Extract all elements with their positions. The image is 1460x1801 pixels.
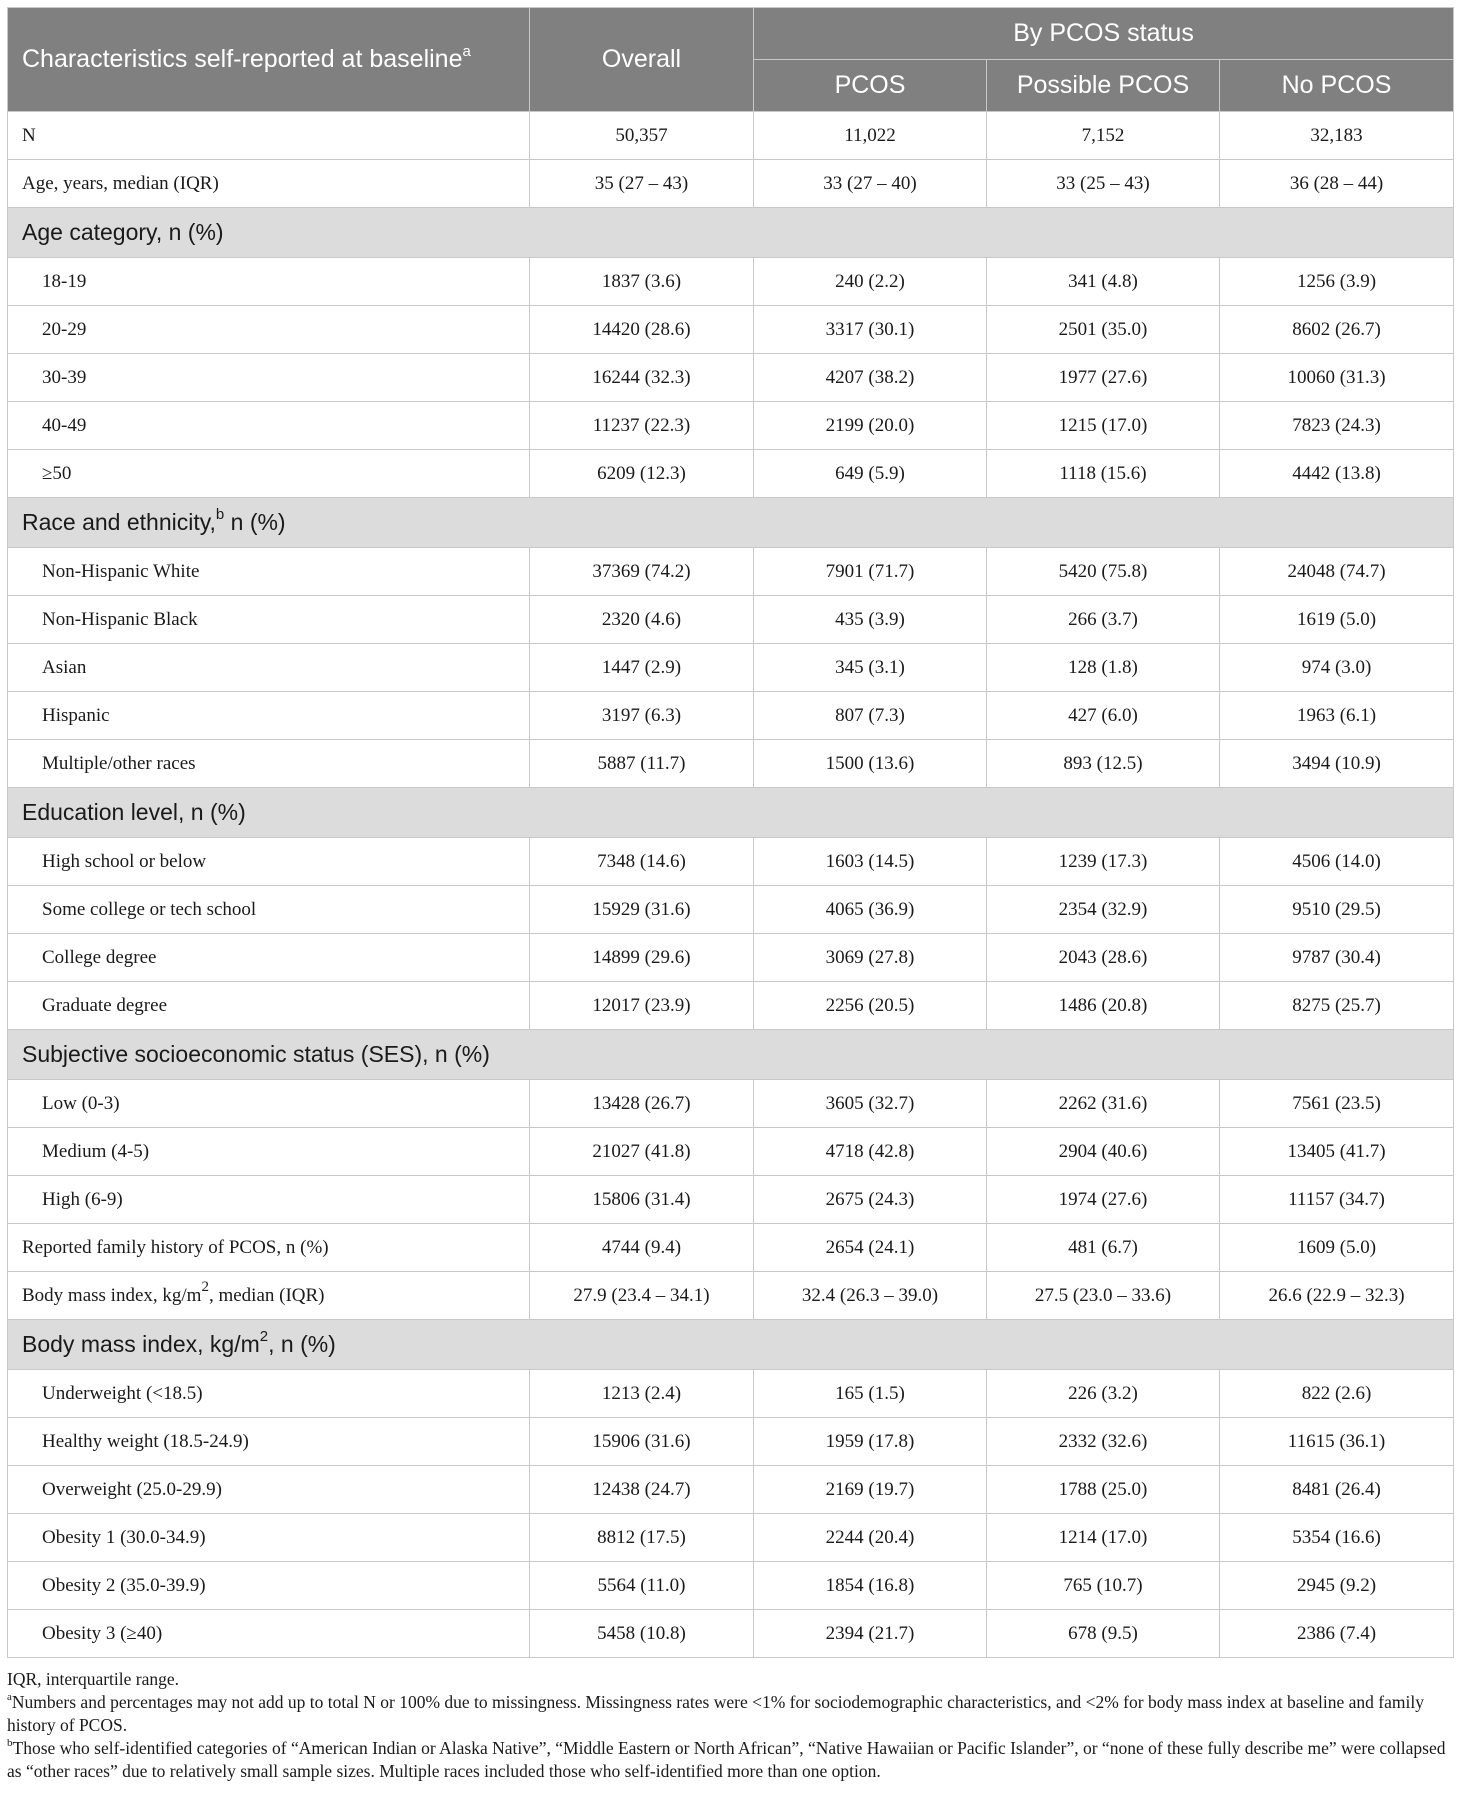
table-row <box>8 354 1454 402</box>
table-row <box>8 1610 1454 1658</box>
table-row <box>8 934 1454 982</box>
footnote-mark-a: a <box>462 42 471 60</box>
cell-possible-pcos: 5420 (75.8) <box>987 548 1220 596</box>
row-label: 40-49 <box>8 402 530 450</box>
row-label: 18-19 <box>8 258 530 306</box>
cell-possible-pcos: 1239 (17.3) <box>987 838 1220 886</box>
cell-possible-pcos: 2043 (28.6) <box>987 934 1220 982</box>
cell-no-pcos: 9787 (30.4) <box>1220 934 1454 982</box>
header-possible-pcos: Possible PCOS <box>987 60 1220 112</box>
cell-no-pcos: 2386 (7.4) <box>1220 1610 1454 1658</box>
cell-no-pcos: 822 (2.6) <box>1220 1370 1454 1418</box>
row-label: Age, years, median (IQR) <box>8 160 530 208</box>
table-row <box>8 160 1454 208</box>
table-row <box>8 1080 1454 1128</box>
cell-possible-pcos: 1977 (27.6) <box>987 354 1220 402</box>
table-row <box>8 548 1454 596</box>
cell-no-pcos: 13405 (41.7) <box>1220 1128 1454 1176</box>
characteristics-table <box>7 7 1454 1658</box>
cell-pcos: 345 (3.1) <box>754 644 987 692</box>
table-row <box>8 112 1454 160</box>
cell-overall: 12017 (23.9) <box>530 982 754 1030</box>
cell-possible-pcos: 481 (6.7) <box>987 1224 1220 1272</box>
table-row <box>8 402 1454 450</box>
row-label: Obesity 1 (30.0-34.9) <box>8 1514 530 1562</box>
cell-no-pcos: 2945 (9.2) <box>1220 1562 1454 1610</box>
cell-overall: 35 (27 – 43) <box>530 160 754 208</box>
cell-pcos: 33 (27 – 40) <box>754 160 987 208</box>
cell-possible-pcos: 2262 (31.6) <box>987 1080 1220 1128</box>
cell-overall: 11237 (22.3) <box>530 402 754 450</box>
cell-pcos: 240 (2.2) <box>754 258 987 306</box>
cell-pcos: 2244 (20.4) <box>754 1514 987 1562</box>
cell-no-pcos: 4442 (13.8) <box>1220 450 1454 498</box>
cell-overall: 8812 (17.5) <box>530 1514 754 1562</box>
cell-pcos: 4065 (36.9) <box>754 886 987 934</box>
cell-possible-pcos: 33 (25 – 43) <box>987 160 1220 208</box>
footnote-iqr: IQR, interquartile range. <box>7 1669 180 1689</box>
cell-possible-pcos: 27.5 (23.0 – 33.6) <box>987 1272 1220 1320</box>
cell-possible-pcos: 1215 (17.0) <box>987 402 1220 450</box>
row-label: Asian <box>8 644 530 692</box>
row-label: N <box>8 112 530 160</box>
cell-pcos: 32.4 (26.3 – 39.0) <box>754 1272 987 1320</box>
cell-pcos: 3317 (30.1) <box>754 306 987 354</box>
cell-pcos: 165 (1.5) <box>754 1370 987 1418</box>
cell-possible-pcos: 128 (1.8) <box>987 644 1220 692</box>
cell-overall: 16244 (32.3) <box>530 354 754 402</box>
cell-no-pcos: 974 (3.0) <box>1220 644 1454 692</box>
table-row <box>8 1418 1454 1466</box>
row-label: ≥50 <box>8 450 530 498</box>
header-row-1 <box>8 8 1454 60</box>
cell-pcos: 1603 (14.5) <box>754 838 987 886</box>
cell-pcos: 2654 (24.1) <box>754 1224 987 1272</box>
header-characteristics: Characteristics self-reported at baseline$^a$ <box>8 8 530 112</box>
cell-possible-pcos: 1974 (27.6) <box>987 1176 1220 1224</box>
cell-pcos: 2169 (19.7) <box>754 1466 987 1514</box>
cell-pcos: 2199 (20.0) <box>754 402 987 450</box>
cell-no-pcos: 3494 (10.9) <box>1220 740 1454 788</box>
table-row <box>8 740 1454 788</box>
cell-no-pcos: 4506 (14.0) <box>1220 838 1454 886</box>
table-row <box>8 838 1454 886</box>
cell-possible-pcos: 1118 (15.6) <box>987 450 1220 498</box>
cell-no-pcos: 11157 (34.7) <box>1220 1176 1454 1224</box>
cell-pcos: 2256 (20.5) <box>754 982 987 1030</box>
cell-possible-pcos: 2501 (35.0) <box>987 306 1220 354</box>
cell-overall: 12438 (24.7) <box>530 1466 754 1514</box>
table-row <box>8 1370 1454 1418</box>
cell-pcos: 1959 (17.8) <box>754 1418 987 1466</box>
row-label: College degree <box>8 934 530 982</box>
row-label: High school or below <box>8 838 530 886</box>
cell-overall: 27.9 (23.4 – 34.1) <box>530 1272 754 1320</box>
cell-overall: 15806 (31.4) <box>530 1176 754 1224</box>
cell-pcos: 2675 (24.3) <box>754 1176 987 1224</box>
section-row <box>8 1030 1454 1080</box>
table-body <box>8 112 1454 1658</box>
cell-overall: 6209 (12.3) <box>530 450 754 498</box>
cell-pcos: 11,022 <box>754 112 987 160</box>
cell-overall: 7348 (14.6) <box>530 838 754 886</box>
row-label: Obesity 2 (35.0-39.9) <box>8 1562 530 1610</box>
cell-possible-pcos: 765 (10.7) <box>987 1562 1220 1610</box>
cell-pcos: 435 (3.9) <box>754 596 987 644</box>
cell-overall: 15906 (31.6) <box>530 1418 754 1466</box>
cell-no-pcos: 11615 (36.1) <box>1220 1418 1454 1466</box>
section-row <box>8 498 1454 548</box>
table-container <box>7 7 1453 1783</box>
cell-pcos: 4718 (42.8) <box>754 1128 987 1176</box>
table-footnotes <box>7 1668 1453 1783</box>
row-label: 30-39 <box>8 354 530 402</box>
row-label: Underweight (<18.5) <box>8 1370 530 1418</box>
cell-no-pcos: 10060 (31.3) <box>1220 354 1454 402</box>
row-label: Graduate degree <box>8 982 530 1030</box>
footnote-b: $^b$Those who self-identified categories of “American Indian or Alaska Native”, “Middle Eastern or North African”, “Native Hawaiian or Pacific Islander”, or “none of these fully describe me” were collapsed as “other races” due to relatively small sample sizes. Multiple races included those who self-identified more than one option. <box>7 1737 1446 1781</box>
row-label: Non-Hispanic Black <box>8 596 530 644</box>
row-label: Overweight (25.0-29.9) <box>8 1466 530 1514</box>
cell-no-pcos: 8602 (26.7) <box>1220 306 1454 354</box>
table-row <box>8 258 1454 306</box>
cell-overall: 37369 (74.2) <box>530 548 754 596</box>
cell-possible-pcos: 266 (3.7) <box>987 596 1220 644</box>
cell-possible-pcos: 2354 (32.9) <box>987 886 1220 934</box>
table-row <box>8 306 1454 354</box>
cell-possible-pcos: 2332 (32.6) <box>987 1418 1220 1466</box>
cell-overall: 14420 (28.6) <box>530 306 754 354</box>
table-row <box>8 1176 1454 1224</box>
table-row <box>8 644 1454 692</box>
row-label: Obesity 3 (≥40) <box>8 1610 530 1658</box>
cell-no-pcos: 32,183 <box>1220 112 1454 160</box>
cell-pcos: 3605 (32.7) <box>754 1080 987 1128</box>
section-row <box>8 788 1454 838</box>
cell-pcos: 1500 (13.6) <box>754 740 987 788</box>
table-row <box>8 596 1454 644</box>
cell-pcos: 4207 (38.2) <box>754 354 987 402</box>
header-no-pcos: No PCOS <box>1220 60 1454 112</box>
table-row <box>8 1224 1454 1272</box>
cell-no-pcos: 36 (28 – 44) <box>1220 160 1454 208</box>
section-label: Subjective socioeconomic status (SES), n (%) <box>8 1030 1454 1080</box>
header-by-pcos-status: By PCOS status <box>754 8 1454 60</box>
header-overall: Overall <box>530 8 754 112</box>
cell-pcos: 2394 (21.7) <box>754 1610 987 1658</box>
footnote-a: $^a$Numbers and percentages may not add up to total N or 100% due to missingness. Missingness rates were <1% for sociodemographic characteristics, and <2% for body mass index at baseline and family history of PCOS. <box>7 1691 1424 1735</box>
cell-no-pcos: 1963 (6.1) <box>1220 692 1454 740</box>
cell-no-pcos: 7561 (23.5) <box>1220 1080 1454 1128</box>
cell-possible-pcos: 7,152 <box>987 112 1220 160</box>
cell-overall: 3197 (6.3) <box>530 692 754 740</box>
section-label: Race and ethnicity,$^b$ n (%) <box>8 498 1454 548</box>
cell-possible-pcos: 341 (4.8) <box>987 258 1220 306</box>
cell-pcos: 7901 (71.7) <box>754 548 987 596</box>
row-label: High (6-9) <box>8 1176 530 1224</box>
cell-overall: 15929 (31.6) <box>530 886 754 934</box>
row-label: Hispanic <box>8 692 530 740</box>
table-row <box>8 1466 1454 1514</box>
cell-possible-pcos: 893 (12.5) <box>987 740 1220 788</box>
row-label: Healthy weight (18.5-24.9) <box>8 1418 530 1466</box>
cell-no-pcos: 1256 (3.9) <box>1220 258 1454 306</box>
table-row <box>8 692 1454 740</box>
row-label: Body mass index, $kg/m^2$, median (IQR) <box>8 1272 530 1320</box>
table-row <box>8 1514 1454 1562</box>
row-label: Multiple/other races <box>8 740 530 788</box>
cell-possible-pcos: 427 (6.0) <box>987 692 1220 740</box>
header-pcos: PCOS <box>754 60 987 112</box>
row-label: Non-Hispanic White <box>8 548 530 596</box>
cell-overall: 5887 (11.7) <box>530 740 754 788</box>
cell-overall: 4744 (9.4) <box>530 1224 754 1272</box>
cell-overall: 5564 (11.0) <box>530 1562 754 1610</box>
section-row <box>8 208 1454 258</box>
table-row <box>8 1128 1454 1176</box>
cell-no-pcos: 26.6 (22.9 – 32.3) <box>1220 1272 1454 1320</box>
section-label: Age category, n (%) <box>8 208 1454 258</box>
cell-possible-pcos: 226 (3.2) <box>987 1370 1220 1418</box>
cell-no-pcos: 8481 (26.4) <box>1220 1466 1454 1514</box>
table-row <box>8 1272 1454 1320</box>
cell-possible-pcos: 1788 (25.0) <box>987 1466 1220 1514</box>
cell-overall: 14899 (29.6) <box>530 934 754 982</box>
cell-possible-pcos: 2904 (40.6) <box>987 1128 1220 1176</box>
row-label: 20-29 <box>8 306 530 354</box>
cell-no-pcos: 1609 (5.0) <box>1220 1224 1454 1272</box>
cell-overall: 1447 (2.9) <box>530 644 754 692</box>
cell-pcos: 649 (5.9) <box>754 450 987 498</box>
row-label: Medium (4-5) <box>8 1128 530 1176</box>
cell-pcos: 807 (7.3) <box>754 692 987 740</box>
cell-overall: 21027 (41.8) <box>530 1128 754 1176</box>
cell-no-pcos: 24048 (74.7) <box>1220 548 1454 596</box>
table-row <box>8 1562 1454 1610</box>
cell-pcos: 3069 (27.8) <box>754 934 987 982</box>
table-row <box>8 450 1454 498</box>
cell-no-pcos: 5354 (16.6) <box>1220 1514 1454 1562</box>
cell-no-pcos: 1619 (5.0) <box>1220 596 1454 644</box>
section-label: Education level, n (%) <box>8 788 1454 838</box>
row-label: Some college or tech school <box>8 886 530 934</box>
cell-pcos: 1854 (16.8) <box>754 1562 987 1610</box>
cell-overall: 1213 (2.4) <box>530 1370 754 1418</box>
cell-overall: 50,357 <box>530 112 754 160</box>
cell-possible-pcos: 678 (9.5) <box>987 1610 1220 1658</box>
row-label: Reported family history of PCOS, n (%) <box>8 1224 530 1272</box>
table-row <box>8 982 1454 1030</box>
section-row <box>8 1320 1454 1370</box>
cell-no-pcos: 9510 (29.5) <box>1220 886 1454 934</box>
cell-overall: 1837 (3.6) <box>530 258 754 306</box>
table-row <box>8 886 1454 934</box>
cell-possible-pcos: 1486 (20.8) <box>987 982 1220 1030</box>
cell-overall: 5458 (10.8) <box>530 1610 754 1658</box>
row-label: Low (0-3) <box>8 1080 530 1128</box>
cell-no-pcos: 7823 (24.3) <box>1220 402 1454 450</box>
cell-possible-pcos: 1214 (17.0) <box>987 1514 1220 1562</box>
section-label: Body mass index, $kg/m^2$, n (%) <box>8 1320 1454 1370</box>
cell-overall: 13428 (26.7) <box>530 1080 754 1128</box>
cell-no-pcos: 8275 (25.7) <box>1220 982 1454 1030</box>
cell-overall: 2320 (4.6) <box>530 596 754 644</box>
